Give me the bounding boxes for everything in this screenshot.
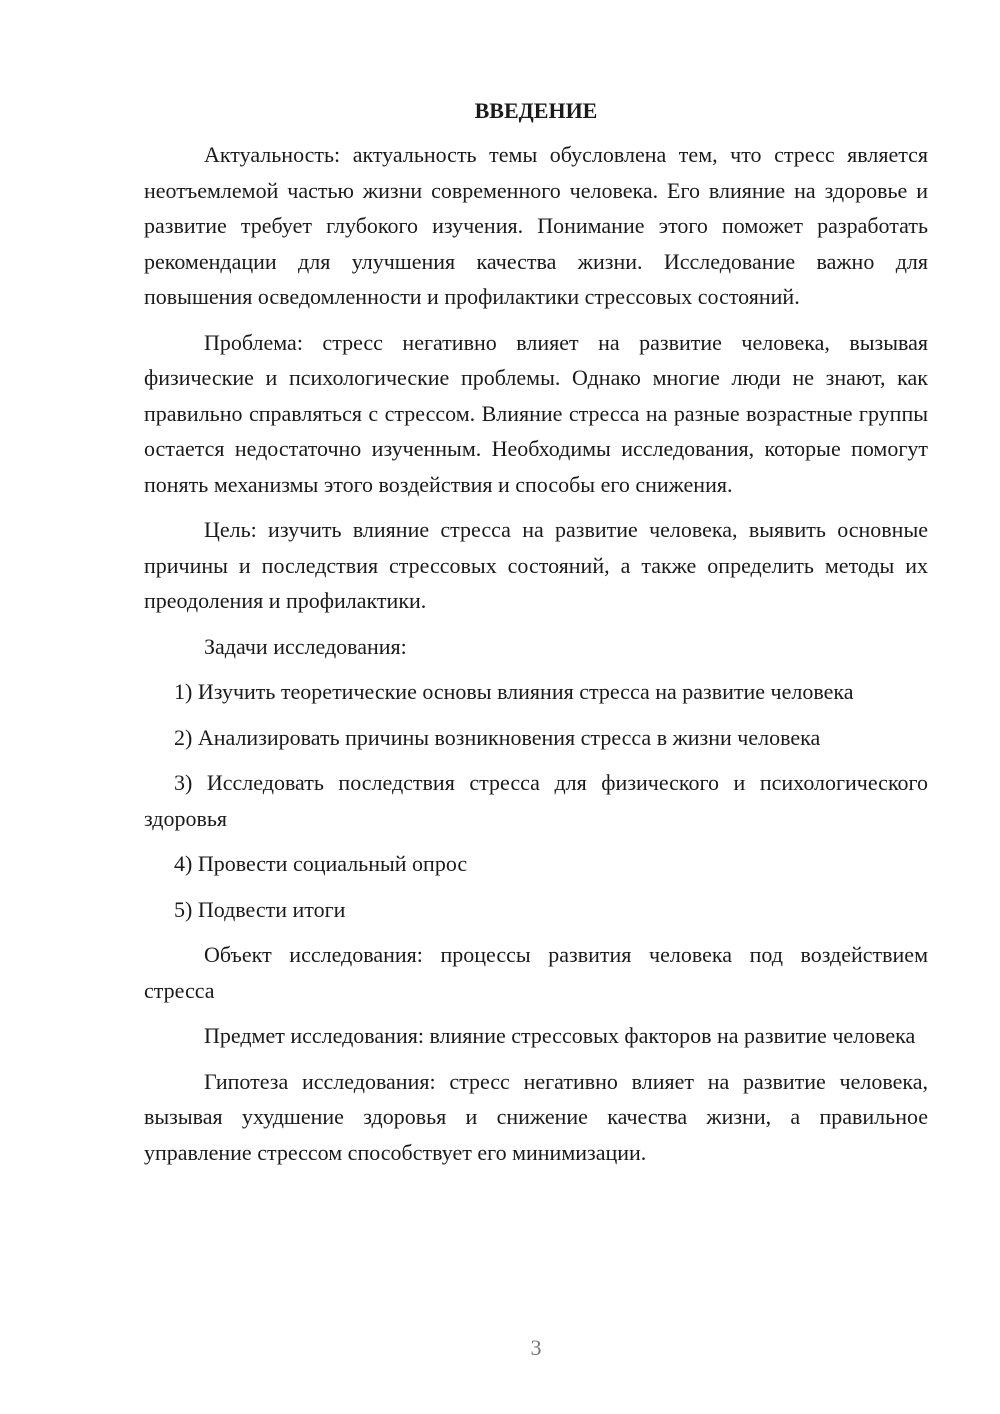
page-number: 3: [530, 1335, 542, 1360]
paragraph-goal: Цель: изучить влияние стресса на развитие человека, выявить основные причины и последствия стрессовых состояний, а также определить методы их преодоления и профилактики.: [144, 517, 928, 613]
paragraph-problem: Проблема: стресс негативно влияет на развитие человека, вызывая физические и психологические проблемы. Однако многие люди не знают, как правильно справляться с стрессом. Влияние стресса на разные возрастные группы остается недостаточно изученным. Необходимы исследования, которые помогут понять механизмы этого воздействия и способы его снижения.: [144, 329, 928, 497]
section-title: ВВЕДЕНИЕ: [474, 98, 598, 123]
task-item-4: 4) Провести социальный опрос: [174, 851, 468, 876]
task-item-5: 5) Подвести итоги: [174, 896, 346, 922]
tasks-heading: Задачи исследования:: [204, 633, 407, 659]
task-item-1: 1) Изучить теоретические основы влияния стресса на развитие человека: [174, 679, 854, 704]
task-item-2: 2) Анализировать причины возникновения стресса в жизни человека: [174, 724, 821, 750]
page-content: [144, 95, 928, 1180]
task-item-3: 3) Исследовать последствия стресса для физического и психологического здоровья: [144, 770, 928, 831]
paragraph-subject: Предмет исследования: влияние стрессовых факторов на развитие человека: [204, 1023, 916, 1048]
paragraph-hypothesis: Гипотеза исследования: стресс негативно влияет на развитие человека, вызывая ухудшение здоровья и снижение качества жизни, а правильное управление стрессом способствует его минимизации.: [144, 1068, 928, 1165]
paragraph-object: Объект исследования: процессы развития человека под воздействием стресса: [144, 942, 928, 1003]
paragraph-relevance: Актуальность: актуальность темы обусловлена тем, что стресс является неотъемлемой частью жизни современного человека. Его влияние на здоровье и развитие требует глубокого изучения. Понимание этого поможет разработать рекомендации для улучшения качества жизни. Исследование важно для повышения осведомленности и профилактики стрессовых состояний.: [144, 142, 928, 309]
